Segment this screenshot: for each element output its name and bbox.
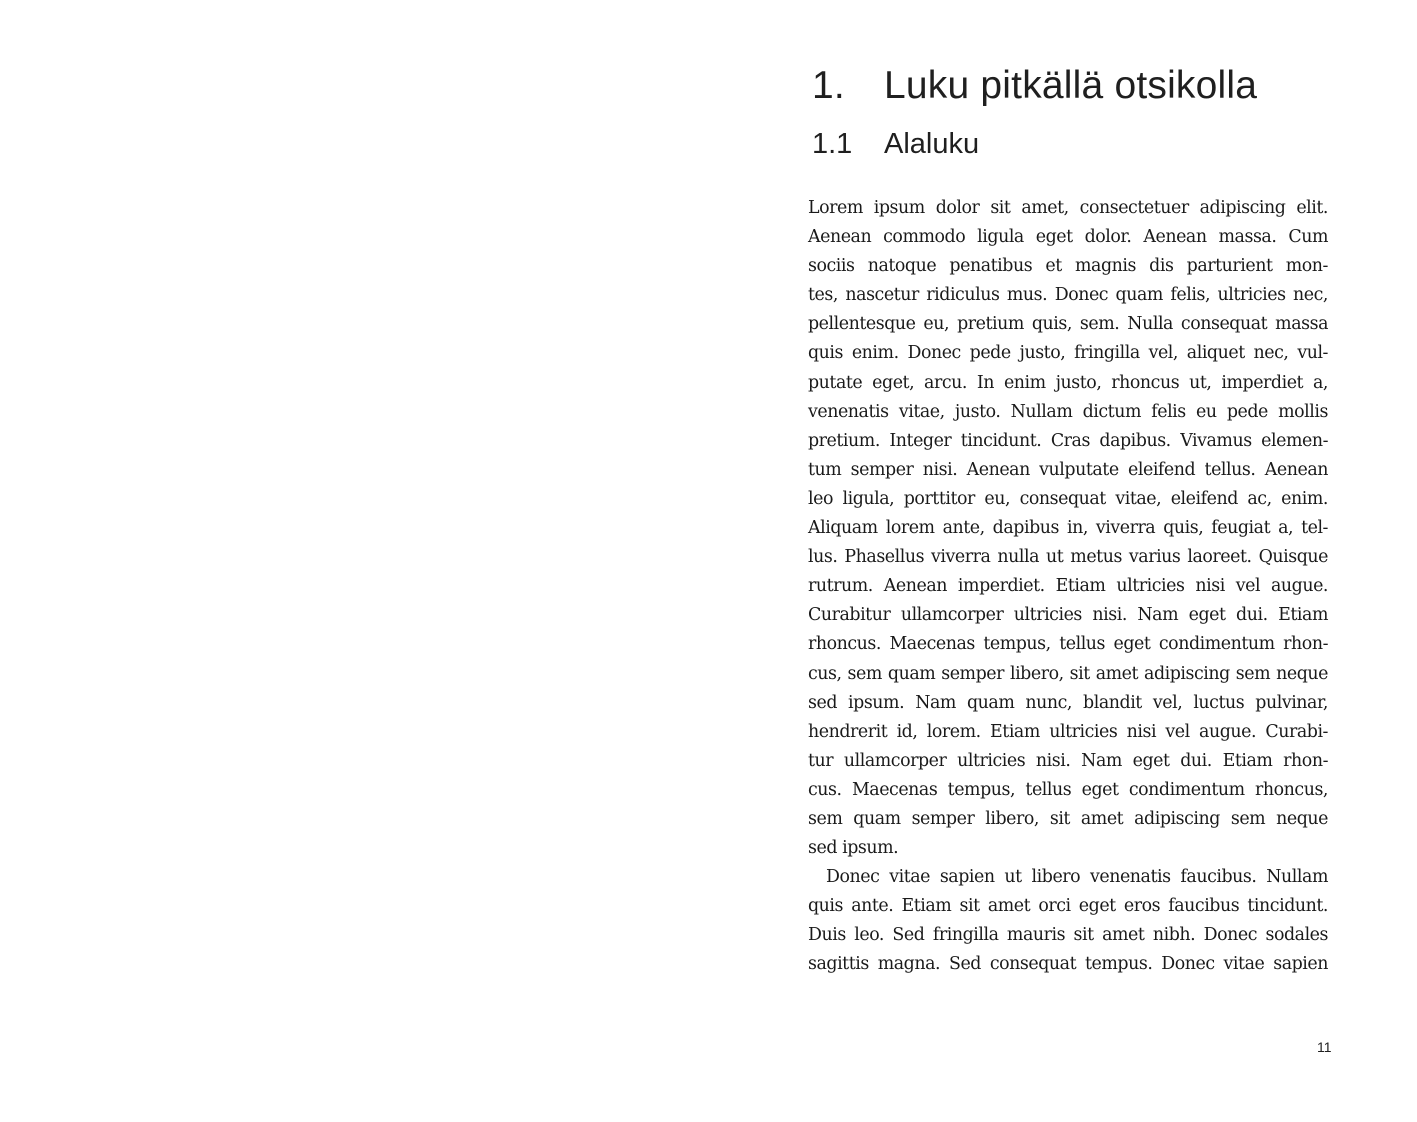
text-line: Duis leo. Sed fringilla mauris sit amet nibh. Donec sodales — [808, 925, 1328, 946]
text-block — [808, 60, 1328, 980]
paragraph — [808, 194, 1328, 863]
text-line: sagittis magna. Sed consequat tempus. Donec vitae sapien — [808, 954, 1328, 975]
text-line: pellentesque eu, pretium quis, sem. Nulla consequat massa — [808, 314, 1328, 335]
text-line: putate eget, arcu. In enim justo, rhoncus ut, imperdiet a, — [808, 372, 1328, 393]
text-line: tum semper nisi. Aenean vulputate eleifend tellus. Aenean — [808, 459, 1328, 480]
section-title: Alaluku — [884, 128, 980, 160]
text-line: sed ipsum. Nam quam nunc, blandit vel, luctus pulvinar, — [808, 692, 1328, 713]
text-line: venenatis vitae, justo. Nullam dictum felis eu pede mollis — [808, 401, 1328, 422]
text-line: sed ipsum. — [808, 838, 899, 859]
text-line: tes, nascetur ridiculus mus. Donec quam felis, ultricies nec, — [808, 285, 1328, 306]
chapter-heading — [808, 60, 1328, 112]
text-line: Aenean commodo ligula eget dolor. Aenean massa. Cum — [808, 227, 1328, 248]
text-line: sem quam semper libero, sit amet adipiscing sem neque — [808, 808, 1328, 829]
text-line: Aliquam lorem ante, dapibus in, viverra quis, feugiat a, tel- — [808, 518, 1328, 539]
text-line: lus. Phasellus viverra nulla ut metus varius laoreet. Quisque — [808, 547, 1328, 568]
text-line: quis enim. Donec pede justo, fringilla vel, aliquet nec, vul- — [808, 343, 1328, 364]
text-line: quis ante. Etiam sit amet orci eget eros faucibus tincidunt. — [808, 896, 1328, 917]
body-text — [808, 194, 1328, 980]
left-page-blank — [0, 0, 708, 1122]
text-line: leo ligula, porttitor eu, consequat vitae, eleifend ac, enim. — [808, 488, 1328, 509]
chapter-title: Luku pitkällä otsikolla — [884, 64, 1258, 107]
page-number: 11 — [1317, 1039, 1332, 1055]
text-line: Curabitur ullamcorper ultricies nisi. Nam eget dui. Etiam — [808, 605, 1328, 626]
text-line: rutrum. Aenean imperdiet. Etiam ultricies nisi vel augue. — [808, 576, 1328, 597]
text-line: Donec vitae sapien ut libero venenatis faucibus. Nullam — [826, 867, 1328, 888]
text-line: hendrerit id, lorem. Etiam ultricies nisi vel augue. Curabi- — [808, 721, 1328, 742]
chapter-number: 1. — [812, 64, 845, 107]
section-heading — [808, 124, 1328, 164]
paragraph — [808, 863, 1328, 979]
text-line: pretium. Integer tincidunt. Cras dapibus. Vivamus elemen- — [808, 430, 1328, 451]
text-line: Lorem ipsum dolor sit amet, consectetuer adipiscing elit. — [808, 198, 1328, 218]
text-line: sociis natoque penatibus et magnis dis parturient mon- — [808, 256, 1328, 277]
section-number: 1.1 — [812, 128, 853, 160]
text-line: tur ullamcorper ultricies nisi. Nam eget dui. Etiam rhon- — [808, 750, 1328, 771]
text-line: cus, sem quam semper libero, sit amet adipiscing sem neque — [808, 663, 1328, 684]
text-line: rhoncus. Maecenas tempus, tellus eget condimentum rhon- — [808, 634, 1328, 655]
right-page — [708, 0, 1417, 1122]
text-line: cus. Maecenas tempus, tellus eget condimentum rhoncus, — [808, 779, 1328, 800]
